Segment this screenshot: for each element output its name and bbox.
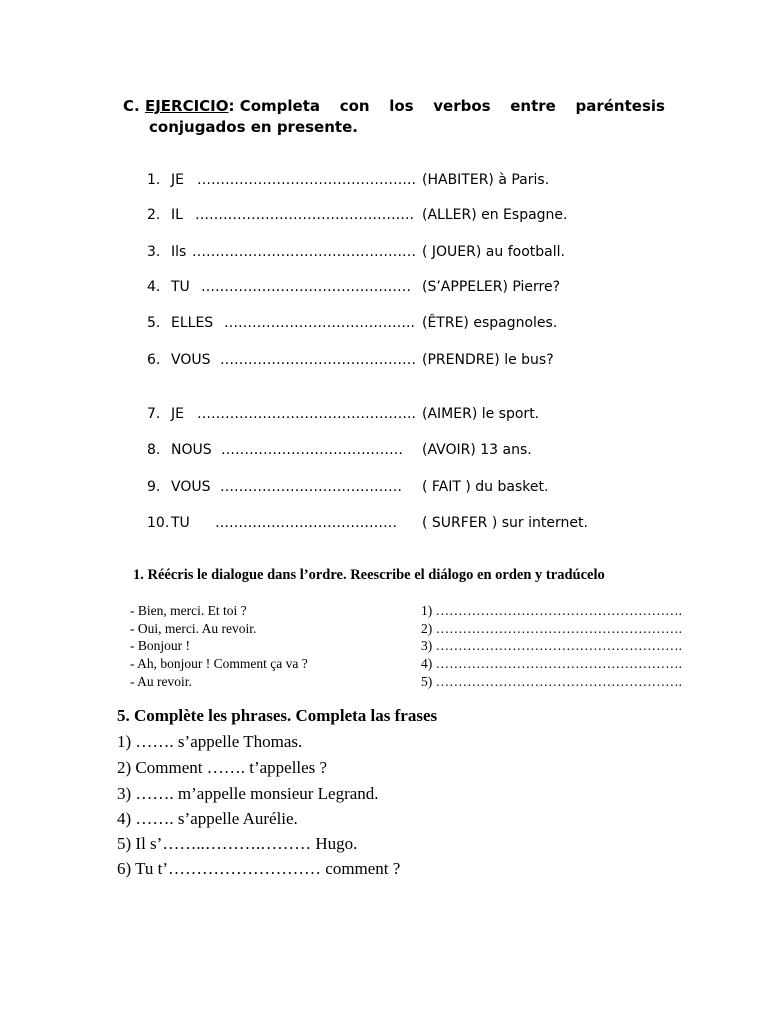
- heading-word: paréntesis: [575, 97, 665, 115]
- answer-blank: ………………………………………: [201, 279, 411, 295]
- phrase-line: 5) Il s’……..……….……… Hugo.: [117, 834, 358, 853]
- exercise-row: [147, 315, 558, 331]
- answer-blank: ………………………………………..: [197, 406, 416, 422]
- answer-line: 2) ……………………………………………….: [421, 621, 682, 636]
- section-label: C.: [123, 97, 140, 115]
- answer-line: 4) ……………………………………………….: [421, 656, 682, 671]
- answer-blank: ………………………………………..: [197, 172, 416, 188]
- answer-blank: ……………………………………: [220, 352, 416, 368]
- verb-hint: (ÊTRE) espagnoles.: [422, 315, 558, 331]
- row-subject: NOUS: [171, 442, 212, 458]
- verb-hint: (HABITER) à Paris.: [422, 172, 550, 188]
- phrase-line: 3) ……. m’appelle monsieur Legrand.: [117, 784, 379, 803]
- dialogue-line: - Oui, merci. Au revoir.: [130, 621, 257, 636]
- phrase-line: 6) Tu t’……………………… comment ?: [117, 859, 401, 878]
- exercise-row: [147, 279, 561, 295]
- exercise-row: [147, 479, 549, 495]
- dialogue-line: - Bonjour !: [130, 638, 190, 653]
- verb-hint: (ALLER) en Espagne.: [422, 207, 568, 223]
- exercise-row: [147, 207, 568, 223]
- verb-hint: (S’APPELER) Pierre?: [422, 279, 561, 295]
- row-subject: IL: [171, 207, 183, 223]
- section-5-title: 5. Complète les phrases. Completa las frases: [117, 706, 438, 725]
- answer-blank: …………………………………: [220, 479, 402, 495]
- row-subject: VOUS: [171, 352, 211, 368]
- exercise-row: [147, 406, 540, 422]
- heading-word: verbos: [433, 97, 491, 115]
- row-subject: ELLES: [171, 315, 214, 331]
- row-number: 8.: [147, 442, 161, 458]
- heading-word: con: [339, 97, 370, 115]
- phrase-line: 1) ……. s’appelle Thomas.: [117, 732, 303, 751]
- exercise-row: [147, 172, 550, 188]
- row-subject: JE: [171, 406, 184, 422]
- row-number: 1.: [147, 172, 161, 188]
- dialogue-line: - Au revoir.: [130, 674, 192, 689]
- heading-word: los: [389, 97, 414, 115]
- answer-blank: …………………………………………: [192, 244, 416, 260]
- heading-word: : Completa: [228, 97, 321, 115]
- exercise-c-heading: [123, 96, 665, 138]
- row-number: 10.: [147, 515, 170, 531]
- answer-line: 3) ……………………………………………….: [421, 638, 682, 653]
- answer-line: 1) ……………………………………………….: [421, 603, 682, 618]
- row-number: 5.: [147, 315, 161, 331]
- exercise-row: [147, 244, 565, 260]
- phrase-line: 2) Comment ……. t’appelles ?: [117, 758, 328, 777]
- dialogue-title: 1. Réécris le dialogue dans l’ordre. Reescribe el diálogo en orden y tradúcelo: [133, 567, 605, 583]
- exercise-row: [147, 352, 554, 368]
- row-number: 2.: [147, 207, 161, 223]
- row-subject: JE: [171, 172, 184, 188]
- dialogue-line: - Bien, merci. Et toi ?: [130, 603, 247, 618]
- answer-line: 5) ……………………………………………….: [421, 674, 682, 689]
- heading-line-2: conjugados en presente.: [149, 118, 358, 136]
- verb-hint: ( SURFER ) sur internet.: [422, 515, 588, 531]
- answer-blank: …………………………………: [215, 515, 397, 531]
- section-title-underlined: EJERCICIO: [144, 97, 229, 115]
- exercise-row: [147, 515, 588, 531]
- answer-blank: …………………………………..: [224, 315, 415, 331]
- heading-word: entre: [510, 97, 556, 115]
- answer-blank: ………………………………………..: [195, 207, 414, 223]
- row-number: 3.: [147, 244, 161, 260]
- row-subject: TU: [171, 279, 190, 295]
- row-number: 4.: [147, 279, 161, 295]
- phrase-line: 4) ……. s’appelle Aurélie.: [117, 809, 298, 828]
- row-number: 9.: [147, 479, 161, 495]
- row-subject: TU: [171, 515, 190, 531]
- row-number: 6.: [147, 352, 161, 368]
- row-subject: Ils: [171, 244, 187, 260]
- verb-hint: ( FAIT ) du basket.: [422, 479, 549, 495]
- verb-hint: ( JOUER) au football.: [422, 244, 565, 260]
- row-subject: VOUS: [171, 479, 211, 495]
- exercise-row: [147, 442, 532, 458]
- dialogue-line: - Ah, bonjour ! Comment ça va ?: [130, 656, 308, 671]
- verb-hint: (AVOIR) 13 ans.: [422, 442, 532, 458]
- verb-hint: (AIMER) le sport.: [422, 406, 540, 422]
- row-number: 7.: [147, 406, 161, 422]
- answer-blank: …………………………………: [221, 442, 403, 458]
- heading-line-1: [123, 96, 665, 117]
- verb-hint: (PRENDRE) le bus?: [422, 352, 554, 368]
